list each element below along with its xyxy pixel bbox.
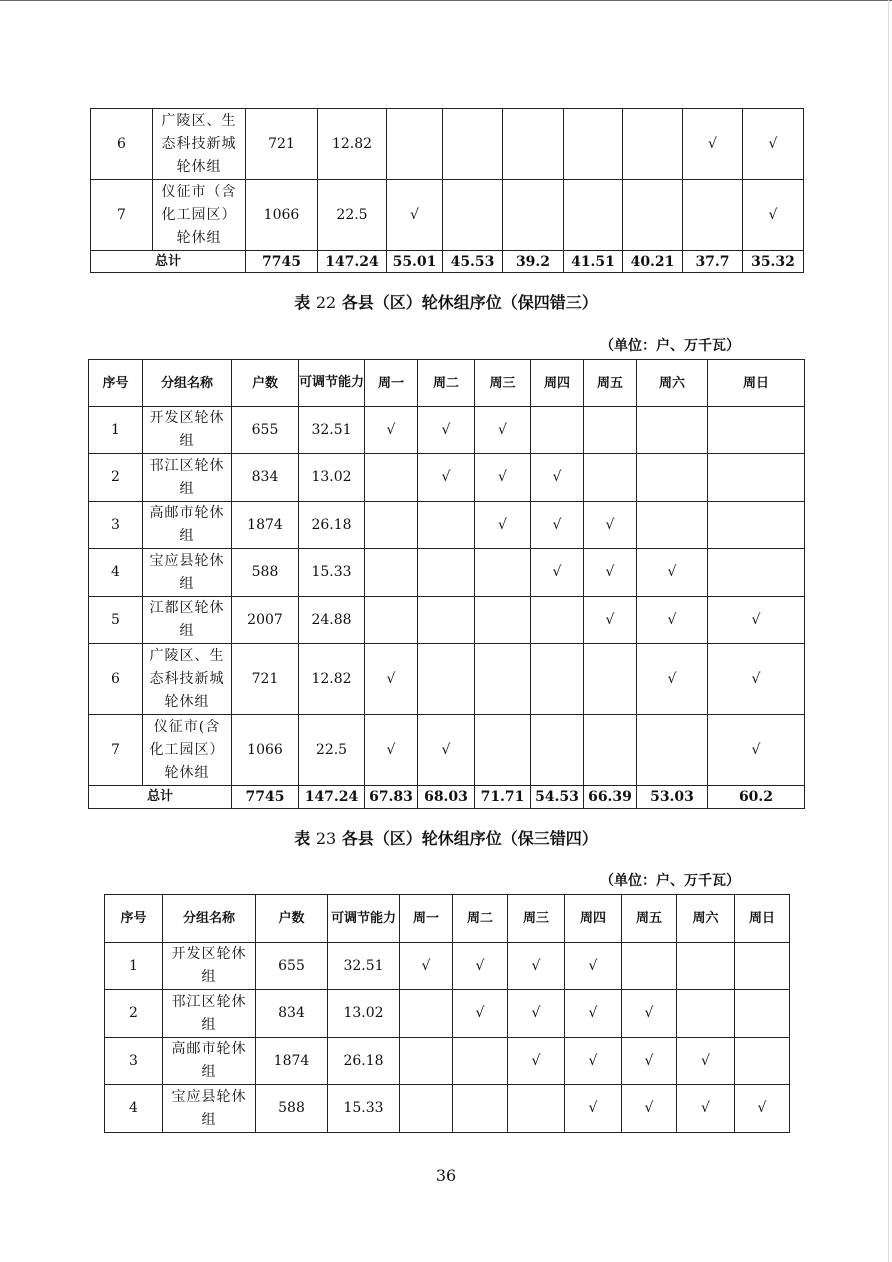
group-name-cell xyxy=(143,597,232,644)
column-header: 可调节能力 xyxy=(328,895,400,943)
group-name-cell xyxy=(143,549,232,597)
day-check-cell: √ xyxy=(475,502,531,549)
table-row xyxy=(105,1038,790,1085)
day-check-cell: √ xyxy=(365,407,418,454)
group-name-text: 高邮市轮休组 xyxy=(171,1041,247,1080)
day-check-cell: √ xyxy=(683,109,743,180)
day-check-cell: √ xyxy=(743,109,804,180)
total-day-cell: 66.39 xyxy=(584,786,637,809)
day-check-cell xyxy=(637,454,708,502)
day-check-cell xyxy=(637,407,708,454)
day-check-cell xyxy=(418,502,475,549)
day-check-cell: √ xyxy=(387,180,443,251)
row-number-cell: 2 xyxy=(89,454,143,502)
day-check-cell xyxy=(475,715,531,786)
column-header: 周二 xyxy=(418,360,475,407)
households-cell: 655 xyxy=(232,407,299,454)
day-check-cell xyxy=(531,597,584,644)
column-header: 户数 xyxy=(232,360,299,407)
day-check-cell: √ xyxy=(708,597,805,644)
day-check-cell: √ xyxy=(531,549,584,597)
day-check-cell: √ xyxy=(475,454,531,502)
table-22-prefix: 表 xyxy=(294,293,311,312)
table-row xyxy=(89,454,805,502)
column-header: 周日 xyxy=(735,895,790,943)
capacity-cell: 15.33 xyxy=(299,549,365,597)
column-header: 可调节能力 xyxy=(299,360,365,407)
day-check-cell: √ xyxy=(418,715,475,786)
total-day-cell: 54.53 xyxy=(531,786,584,809)
row-number-cell: 3 xyxy=(89,502,143,549)
row-number-cell: 1 xyxy=(105,943,163,990)
group-name-cell xyxy=(153,180,246,251)
total-day-cell: 68.03 xyxy=(418,786,475,809)
day-check-cell xyxy=(365,597,418,644)
group-name-text: 开发区轮休组 xyxy=(171,946,247,985)
total-households-cell: 7745 xyxy=(246,251,318,273)
households-cell: 1066 xyxy=(232,715,299,786)
group-name-text: 开发区轮休组 xyxy=(149,410,225,449)
column-header: 分组名称 xyxy=(163,895,256,943)
day-check-cell: √ xyxy=(453,990,508,1038)
group-name-cell xyxy=(143,454,232,502)
day-check-cell xyxy=(387,109,443,180)
day-check-cell: √ xyxy=(475,407,531,454)
day-check-cell: √ xyxy=(400,943,453,990)
row-number-cell: 6 xyxy=(91,109,153,180)
households-cell: 1874 xyxy=(256,1038,328,1085)
capacity-cell: 26.18 xyxy=(328,1038,400,1085)
table-row xyxy=(105,990,790,1038)
day-check-cell: √ xyxy=(453,943,508,990)
day-check-cell xyxy=(365,502,418,549)
group-name-text: 高邮市轮休组 xyxy=(149,505,225,544)
day-check-cell: √ xyxy=(565,1038,622,1085)
day-check-cell xyxy=(531,407,584,454)
day-check-cell: √ xyxy=(622,990,677,1038)
table-row xyxy=(89,407,805,454)
day-check-cell: √ xyxy=(565,943,622,990)
capacity-cell: 24.88 xyxy=(299,597,365,644)
households-cell: 721 xyxy=(246,109,318,180)
day-check-cell xyxy=(443,109,503,180)
day-check-cell: √ xyxy=(565,1085,622,1133)
row-number-cell: 7 xyxy=(89,715,143,786)
households-cell: 1066 xyxy=(246,180,318,251)
day-check-cell: √ xyxy=(677,1085,735,1133)
day-check-cell: √ xyxy=(622,1038,677,1085)
day-check-cell xyxy=(708,454,805,502)
day-check-cell xyxy=(637,715,708,786)
day-check-cell xyxy=(418,549,475,597)
table-22-number: 22 xyxy=(315,293,337,312)
group-name-cell xyxy=(153,109,246,180)
row-number-cell: 2 xyxy=(105,990,163,1038)
day-check-cell xyxy=(637,502,708,549)
total-day-cell: 71.71 xyxy=(475,786,531,809)
row-number-cell: 4 xyxy=(89,549,143,597)
group-name-text: 宝应县轮休组 xyxy=(149,552,225,592)
page-number: 36 xyxy=(435,1166,457,1185)
day-check-cell xyxy=(503,109,564,180)
day-check-cell: √ xyxy=(735,1085,790,1133)
column-header: 周三 xyxy=(475,360,531,407)
table-22-unit: （单位：户、万千瓦） xyxy=(600,338,740,354)
group-name-cell xyxy=(163,990,256,1038)
day-check-cell xyxy=(735,1038,790,1085)
group-name-cell xyxy=(143,407,232,454)
day-check-cell xyxy=(475,597,531,644)
total-day-cell: 53.03 xyxy=(637,786,708,809)
day-check-cell: √ xyxy=(531,454,584,502)
table-23-unit: （单位：户、万千瓦） xyxy=(600,873,740,889)
total-row xyxy=(91,251,804,273)
capacity-cell: 22.5 xyxy=(299,715,365,786)
day-check-cell: √ xyxy=(743,180,804,251)
day-check-cell: √ xyxy=(508,1038,565,1085)
column-header: 周五 xyxy=(622,895,677,943)
households-cell: 721 xyxy=(232,644,299,715)
table-22-title xyxy=(0,290,892,313)
page-top-border xyxy=(0,0,892,1)
day-check-cell: √ xyxy=(584,597,637,644)
table-23-prefix: 表 xyxy=(294,829,311,848)
day-check-cell xyxy=(622,943,677,990)
total-day-cell: 45.53 xyxy=(443,251,503,273)
day-check-cell xyxy=(584,715,637,786)
day-check-cell xyxy=(365,549,418,597)
header-row xyxy=(89,360,805,407)
households-cell: 588 xyxy=(256,1085,328,1133)
day-check-cell xyxy=(418,597,475,644)
total-day-cell: 40.21 xyxy=(623,251,683,273)
day-check-cell xyxy=(365,454,418,502)
day-check-cell xyxy=(453,1085,508,1133)
table-row xyxy=(105,943,790,990)
total-households-cell: 7745 xyxy=(232,786,299,809)
total-row xyxy=(89,786,805,809)
total-capacity-cell: 147.24 xyxy=(318,251,387,273)
row-number-cell: 1 xyxy=(89,407,143,454)
day-check-cell xyxy=(418,644,475,715)
total-day-cell: 39.2 xyxy=(503,251,564,273)
day-check-cell: √ xyxy=(365,715,418,786)
capacity-cell: 32.51 xyxy=(299,407,365,454)
day-check-cell: √ xyxy=(508,943,565,990)
day-check-cell: √ xyxy=(637,597,708,644)
households-cell: 655 xyxy=(256,943,328,990)
day-check-cell: √ xyxy=(565,990,622,1038)
table-row xyxy=(91,109,804,180)
table-row xyxy=(89,715,805,786)
day-check-cell xyxy=(564,180,623,251)
table-21-continued xyxy=(90,108,804,273)
group-name-text: 江都区轮休组 xyxy=(149,600,225,639)
column-header: 序号 xyxy=(105,895,163,943)
table-row xyxy=(105,1085,790,1133)
day-check-cell: √ xyxy=(418,407,475,454)
total-day-cell: 37.7 xyxy=(683,251,743,273)
day-check-cell: √ xyxy=(708,644,805,715)
day-check-cell xyxy=(400,1038,453,1085)
day-check-cell xyxy=(564,109,623,180)
day-check-cell xyxy=(623,180,683,251)
capacity-cell: 12.82 xyxy=(299,644,365,715)
column-header: 周一 xyxy=(400,895,453,943)
day-check-cell xyxy=(443,180,503,251)
column-header: 周五 xyxy=(584,360,637,407)
total-day-cell: 35.32 xyxy=(743,251,804,273)
day-check-cell xyxy=(475,644,531,715)
table-row xyxy=(91,180,804,251)
households-cell: 2007 xyxy=(232,597,299,644)
total-day-cell: 55.01 xyxy=(387,251,443,273)
column-header: 周二 xyxy=(453,895,508,943)
table-row xyxy=(89,644,805,715)
day-check-cell xyxy=(735,990,790,1038)
day-check-cell xyxy=(531,715,584,786)
column-header: 周三 xyxy=(508,895,565,943)
total-capacity-cell: 147.24 xyxy=(299,786,365,809)
day-check-cell xyxy=(503,180,564,251)
table-row xyxy=(89,502,805,549)
day-check-cell xyxy=(508,1085,565,1133)
households-cell: 1874 xyxy=(232,502,299,549)
group-name-text: 宝应县轮休组 xyxy=(171,1088,247,1128)
day-check-cell: √ xyxy=(677,1038,735,1085)
column-header: 户数 xyxy=(256,895,328,943)
table-row xyxy=(89,597,805,644)
group-name-cell xyxy=(163,1038,256,1085)
group-name-cell xyxy=(163,1085,256,1133)
day-check-cell: √ xyxy=(637,644,708,715)
table-22 xyxy=(88,359,805,809)
column-header: 周六 xyxy=(637,360,708,407)
column-header: 分组名称 xyxy=(143,360,232,407)
day-check-cell xyxy=(531,644,584,715)
table-23 xyxy=(104,894,790,1133)
row-number-cell: 4 xyxy=(105,1085,163,1133)
column-header: 周四 xyxy=(531,360,584,407)
table-23-title xyxy=(0,826,892,849)
row-number-cell: 5 xyxy=(89,597,143,644)
capacity-cell: 26.18 xyxy=(299,502,365,549)
group-name-text: 仪征市（含化工园区）轮休组 xyxy=(161,183,237,246)
capacity-cell: 13.02 xyxy=(299,454,365,502)
total-label-cell: 总计 xyxy=(91,251,246,273)
day-check-cell xyxy=(708,549,805,597)
column-header: 序号 xyxy=(89,360,143,407)
households-cell: 834 xyxy=(256,990,328,1038)
group-name-cell xyxy=(143,715,232,786)
row-number-cell: 3 xyxy=(105,1038,163,1085)
capacity-cell: 13.02 xyxy=(328,990,400,1038)
column-header: 周六 xyxy=(677,895,735,943)
row-number-cell: 6 xyxy=(89,644,143,715)
day-check-cell: √ xyxy=(418,454,475,502)
day-check-cell: √ xyxy=(622,1085,677,1133)
table-22-title-text: 各县（区）轮休组序位（保四错三） xyxy=(341,293,598,312)
day-check-cell: √ xyxy=(531,502,584,549)
total-day-cell: 41.51 xyxy=(564,251,623,273)
households-cell: 834 xyxy=(232,454,299,502)
table-row xyxy=(89,549,805,597)
group-name-cell xyxy=(143,502,232,549)
column-header: 周四 xyxy=(565,895,622,943)
day-check-cell xyxy=(475,549,531,597)
column-header: 周一 xyxy=(365,360,418,407)
capacity-cell: 22.5 xyxy=(318,180,387,251)
day-check-cell xyxy=(584,644,637,715)
total-day-cell: 67.83 xyxy=(365,786,418,809)
table-23-title-text: 各县（区）轮休组序位（保三错四） xyxy=(341,829,598,848)
capacity-cell: 32.51 xyxy=(328,943,400,990)
group-name-text: 邗江区轮休组 xyxy=(171,993,247,1033)
group-name-text: 广陵区、生态科技新城轮休组 xyxy=(161,112,237,175)
day-check-cell xyxy=(400,1085,453,1133)
day-check-cell: √ xyxy=(708,715,805,786)
day-check-cell: √ xyxy=(584,549,637,597)
day-check-cell: √ xyxy=(365,644,418,715)
day-check-cell: √ xyxy=(508,990,565,1038)
table-23-number: 23 xyxy=(315,829,337,848)
page-right-edge xyxy=(888,0,889,1262)
day-check-cell xyxy=(623,109,683,180)
group-name-cell xyxy=(163,943,256,990)
capacity-cell: 15.33 xyxy=(328,1085,400,1133)
day-check-cell xyxy=(584,407,637,454)
day-check-cell: √ xyxy=(584,502,637,549)
total-label-cell: 总计 xyxy=(89,786,232,809)
group-name-text: 邗江区轮休组 xyxy=(149,457,225,497)
capacity-cell: 12.82 xyxy=(318,109,387,180)
header-row xyxy=(105,895,790,943)
group-name-text: 仪征市(含化工园区）轮休组 xyxy=(149,718,225,781)
total-day-cell: 60.2 xyxy=(708,786,805,809)
day-check-cell xyxy=(708,502,805,549)
day-check-cell xyxy=(677,990,735,1038)
day-check-cell xyxy=(708,407,805,454)
row-number-cell: 7 xyxy=(91,180,153,251)
day-check-cell xyxy=(453,1038,508,1085)
day-check-cell xyxy=(584,454,637,502)
day-check-cell xyxy=(735,943,790,990)
day-check-cell xyxy=(400,990,453,1038)
day-check-cell xyxy=(677,943,735,990)
households-cell: 588 xyxy=(232,549,299,597)
group-name-cell xyxy=(143,644,232,715)
day-check-cell xyxy=(683,180,743,251)
column-header: 周日 xyxy=(708,360,805,407)
day-check-cell: √ xyxy=(637,549,708,597)
group-name-text: 广陵区、生态科技新城轮休组 xyxy=(149,647,225,710)
